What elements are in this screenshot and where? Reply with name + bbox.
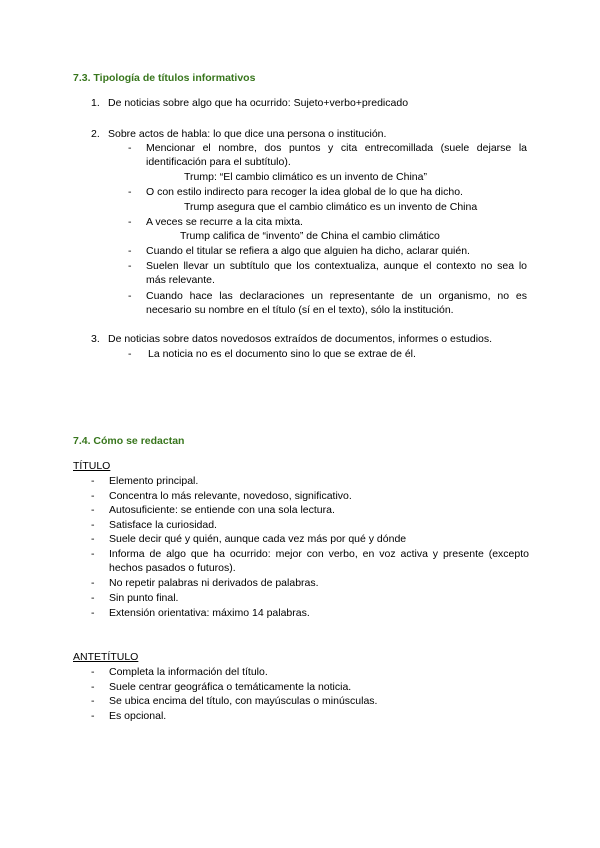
bullet: - bbox=[128, 216, 132, 228]
antetitulo-label: ANTETÍTULO bbox=[73, 651, 139, 663]
item-3-sub-1: La noticia no es el documento sino lo que se extrae de él. bbox=[148, 348, 416, 360]
bullet: - bbox=[91, 592, 95, 604]
item-2-sub-1: Mencionar el nombre, dos puntos y cita entrecomillada (suele dejarse la identificación para el subtítulo). bbox=[146, 142, 527, 168]
bullet: - bbox=[91, 607, 95, 619]
example-indirect: Trump asegura que el cambio climático es un invento de China bbox=[184, 201, 478, 213]
section-7-4-heading: 7.4. Cómo se redactan bbox=[73, 435, 185, 447]
bullet: - bbox=[91, 519, 95, 531]
item-3-text: De noticias sobre datos novedosos extraídos de documentos, informes o estudios. bbox=[108, 333, 493, 345]
bullet: - bbox=[128, 348, 132, 360]
bullet: - bbox=[91, 681, 95, 693]
example-quote: Trump: “El cambio climático es un invento de China” bbox=[184, 171, 427, 183]
bullet: - bbox=[91, 548, 95, 560]
bullet: - bbox=[91, 577, 95, 589]
titulo-label: TÍTULO bbox=[73, 460, 111, 472]
titulo-item-7: No repetir palabras ni derivados de palabras. bbox=[109, 577, 319, 589]
item-1-text: De noticias sobre algo que ha ocurrido: Sujeto+verbo+predicado bbox=[108, 97, 409, 109]
titulo-item-4: Satisface la curiosidad. bbox=[109, 519, 217, 531]
bullet: - bbox=[91, 490, 95, 502]
bullet: - bbox=[128, 260, 132, 272]
titulo-item-3: Autosuficiente: se entiende con una sola lectura. bbox=[109, 504, 335, 516]
titulo-item-8: Sin punto final. bbox=[109, 592, 179, 604]
item-2-sub-3: A veces se recurre a la cita mixta. bbox=[146, 216, 303, 228]
antetitulo-item-4: Es opcional. bbox=[109, 710, 167, 722]
bullet: - bbox=[91, 666, 95, 678]
bullet: - bbox=[128, 186, 132, 198]
section-7-3-heading: 7.3. Tipología de títulos informativos bbox=[73, 72, 256, 84]
bullet: - bbox=[128, 142, 132, 154]
example-mixed: Trump califica de “invento” de China el cambio climático bbox=[180, 230, 440, 242]
bullet: - bbox=[91, 695, 95, 707]
item-2-sub-2: O con estilo indirecto para recoger la idea global de lo que ha dicho. bbox=[146, 186, 463, 198]
bullet: - bbox=[91, 533, 95, 545]
antetitulo-item-2: Suele centrar geográfica o temáticamente la noticia. bbox=[109, 681, 352, 693]
bullet: - bbox=[128, 245, 132, 257]
bullet: - bbox=[128, 290, 132, 302]
titulo-item-2: Concentra lo más relevante, novedoso, significativo. bbox=[109, 490, 352, 502]
item-3-number: 3. bbox=[91, 333, 100, 345]
bullet: - bbox=[91, 504, 95, 516]
antetitulo-item-3: Se ubica encima del título, con mayúsculas o minúsculas. bbox=[109, 695, 378, 707]
bullet: - bbox=[91, 475, 95, 487]
titulo-item-9: Extensión orientativa: máximo 14 palabras. bbox=[109, 607, 310, 619]
item-1-number: 1. bbox=[91, 97, 100, 109]
item-2-sub-4: Cuando el titular se refiera a algo que alguien ha dicho, aclarar quién. bbox=[146, 245, 470, 257]
bullet: - bbox=[91, 710, 95, 722]
item-2-sub-5: Suelen llevar un subtítulo que los contextualiza, aunque el contexto no sea lo más relevante. bbox=[146, 260, 527, 286]
titulo-item-5: Suele decir qué y quién, aunque cada vez más por qué y dónde bbox=[109, 533, 407, 545]
item-2-text: Sobre actos de habla: lo que dice una persona o institución. bbox=[108, 128, 387, 140]
item-2-number: 2. bbox=[91, 128, 100, 140]
titulo-item-1: Elemento principal. bbox=[109, 475, 199, 487]
titulo-item-6: Informa de algo que ha ocurrido: mejor con verbo, en voz activa y presente (excepto hechos pasados o futuros). bbox=[109, 548, 529, 574]
antetitulo-item-1: Completa la información del título. bbox=[109, 666, 268, 678]
item-2-sub-6: Cuando hace las declaraciones un representante de un organismo, no es necesario su nombre en el título (sí en el texto), sólo la institución. bbox=[146, 290, 527, 316]
